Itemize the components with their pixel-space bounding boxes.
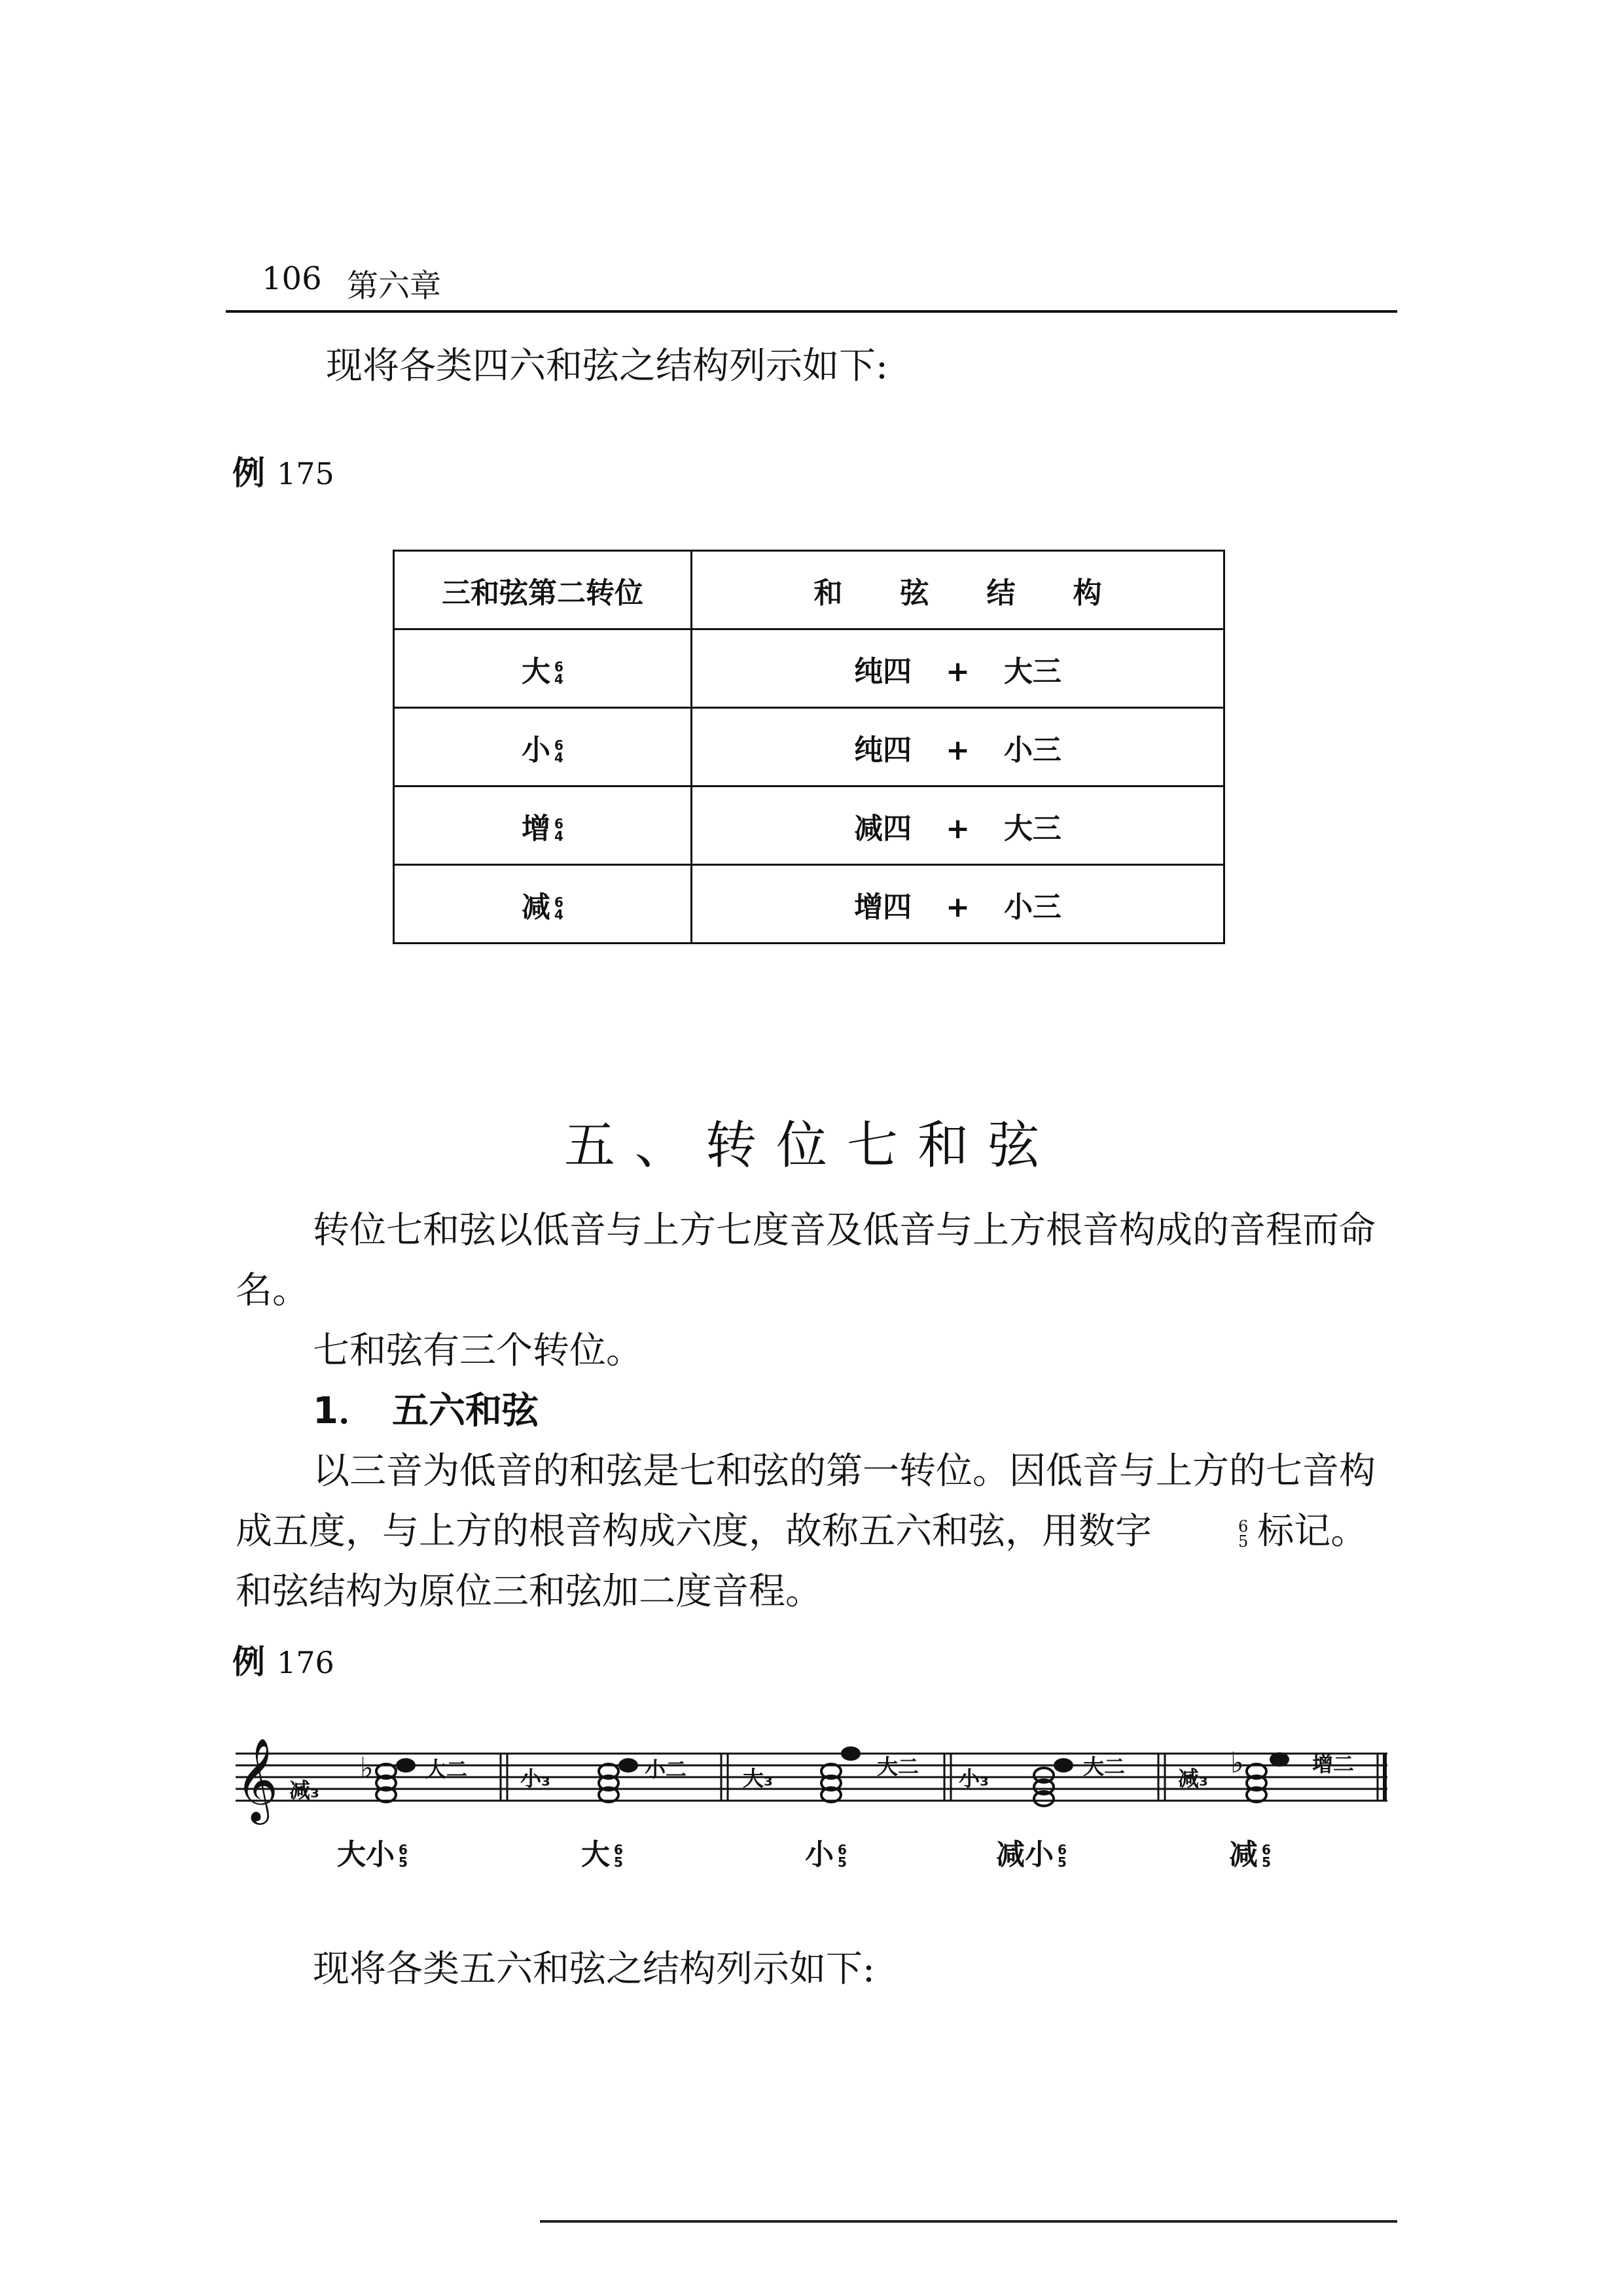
measure-right-label: 小二 xyxy=(645,1757,687,1782)
chord-label: 小 6 5 xyxy=(805,1838,847,1871)
figured-bass-64: 6 4 xyxy=(554,658,563,687)
interval-1: 纯四 xyxy=(854,654,912,688)
six-four-chord-table xyxy=(393,550,1225,944)
intro-text: 现将各类四六和弦之结构列示如下: xyxy=(326,345,888,387)
paragraph-inversions: 七和弦有三个转位。 xyxy=(313,1330,643,1372)
example-175-label xyxy=(232,447,334,494)
figured-bass-64: 6 4 xyxy=(554,737,563,766)
interval-1: 纯四 xyxy=(854,733,912,767)
plus-sign: + xyxy=(946,890,970,924)
example-176-word: 例 xyxy=(232,1642,265,1681)
measure-right-label: 大二 xyxy=(877,1754,919,1779)
figured-bass-65: 6 5 xyxy=(1058,1842,1067,1870)
measure-2 xyxy=(520,1757,687,1802)
subheading-five-six xyxy=(236,1381,1400,1441)
figured-bass-65: 6 5 xyxy=(614,1842,623,1870)
paragraph-text-after: 标记。和弦结构为原位三和弦加二度音程。 xyxy=(236,1510,1368,1613)
figured-bass-65: 6 5 xyxy=(1262,1842,1271,1870)
chord-name: 小 xyxy=(522,733,551,767)
note-head xyxy=(618,1758,638,1773)
measure-right-label: 大二 xyxy=(425,1757,468,1782)
note-head xyxy=(1054,1758,1073,1773)
page-number: 106 xyxy=(262,260,322,297)
example-176-label xyxy=(232,1636,334,1683)
section-title: 五、转位七和弦 xyxy=(563,1116,1059,1175)
paragraph-naming: 转位七和弦以低音与上方七度音及低音与上方根音构成的音程而命名。 xyxy=(236,1209,1376,1312)
flat-icon: ♭ xyxy=(1230,1746,1244,1780)
table-row xyxy=(394,629,1224,708)
measure-left-label: 减₃ xyxy=(1178,1766,1209,1791)
interval-1: 减四 xyxy=(854,811,912,845)
table-row xyxy=(394,865,1224,944)
subheading-text: 五六和弦 xyxy=(391,1390,539,1432)
note-head xyxy=(841,1746,861,1761)
example-176-number: 176 xyxy=(277,1645,334,1680)
closing-text: 现将各类五六和弦之结构列示如下: xyxy=(313,1948,875,1990)
table-row xyxy=(394,786,1224,865)
structure-cell xyxy=(692,708,1224,786)
note-head xyxy=(396,1758,416,1773)
measure-left-label: 减₃ xyxy=(289,1778,320,1803)
measure-left-label: 小₃ xyxy=(520,1766,551,1791)
plus-sign: + xyxy=(946,654,970,688)
chord-name-cell xyxy=(394,786,692,865)
measure-right-label: 增二 xyxy=(1312,1752,1355,1776)
chord-name-cell xyxy=(394,629,692,708)
interval-2: 小三 xyxy=(1003,890,1061,924)
figured-bass-65: 6 5 xyxy=(399,1842,408,1870)
structure-cell xyxy=(692,865,1224,944)
chord-name: 增 xyxy=(522,811,551,845)
paragraph-first-inversion xyxy=(236,1441,1400,1622)
chapter-title: 第六章 xyxy=(347,268,442,304)
chord-name-cell xyxy=(394,865,692,944)
measure-5 xyxy=(1178,1746,1354,1802)
measure-left-label: 小₃ xyxy=(959,1766,990,1791)
figured-bass-64: 6 4 xyxy=(554,894,563,923)
body-text xyxy=(236,1201,1400,1622)
subheading-number: 1． xyxy=(313,1390,375,1432)
figured-bass-65: 6 5 xyxy=(1238,1517,1249,1551)
note-head xyxy=(1270,1752,1289,1767)
interval-1: 增四 xyxy=(854,890,912,924)
chord-name: 大 xyxy=(522,654,551,688)
plus-sign: + xyxy=(946,811,970,845)
plus-sign: + xyxy=(946,733,970,767)
treble-clef-icon: 𝄞 xyxy=(236,1737,279,1821)
footer-rule xyxy=(540,2220,1397,2223)
chord-label: 减小 6 5 xyxy=(996,1838,1067,1871)
interval-2: 小三 xyxy=(1003,733,1061,767)
paragraph-text-before: 以三音为低音的和弦是七和弦的第一转位。因低音与上方的七音构成五度，与上方的根音构成六度，故称五六和弦，用数字 xyxy=(236,1450,1376,1553)
chord-name: 减 xyxy=(522,890,551,924)
chord-label: 减 6 5 xyxy=(1229,1838,1271,1871)
structure-cell xyxy=(692,629,1224,708)
table-header-row xyxy=(394,551,1224,629)
chord-label: 大小 6 5 xyxy=(337,1838,408,1871)
interval-2: 大三 xyxy=(1003,811,1061,845)
structure-cell xyxy=(692,786,1224,865)
music-staff-example-176 xyxy=(229,1731,1394,1835)
measure-3 xyxy=(743,1746,919,1802)
example-175-number: 175 xyxy=(277,456,334,491)
header-structure: 和 弦 结 构 xyxy=(692,551,1224,629)
measure-left-label: 大₃ xyxy=(743,1766,774,1791)
chord-name-cell xyxy=(394,708,692,786)
example-175-word: 例 xyxy=(232,453,265,492)
table-row xyxy=(394,708,1224,786)
interval-2: 大三 xyxy=(1003,654,1061,688)
measure-4 xyxy=(959,1754,1125,1806)
measure-right-label: 大二 xyxy=(1083,1754,1126,1779)
figured-bass-65: 6 5 xyxy=(838,1842,847,1870)
flat-icon: ♭ xyxy=(360,1752,374,1785)
chord-label: 大 6 5 xyxy=(581,1838,623,1871)
header-inversion: 三和弦第二转位 xyxy=(394,551,692,629)
figured-bass-64: 6 4 xyxy=(554,815,563,844)
header-rule xyxy=(226,310,1397,313)
